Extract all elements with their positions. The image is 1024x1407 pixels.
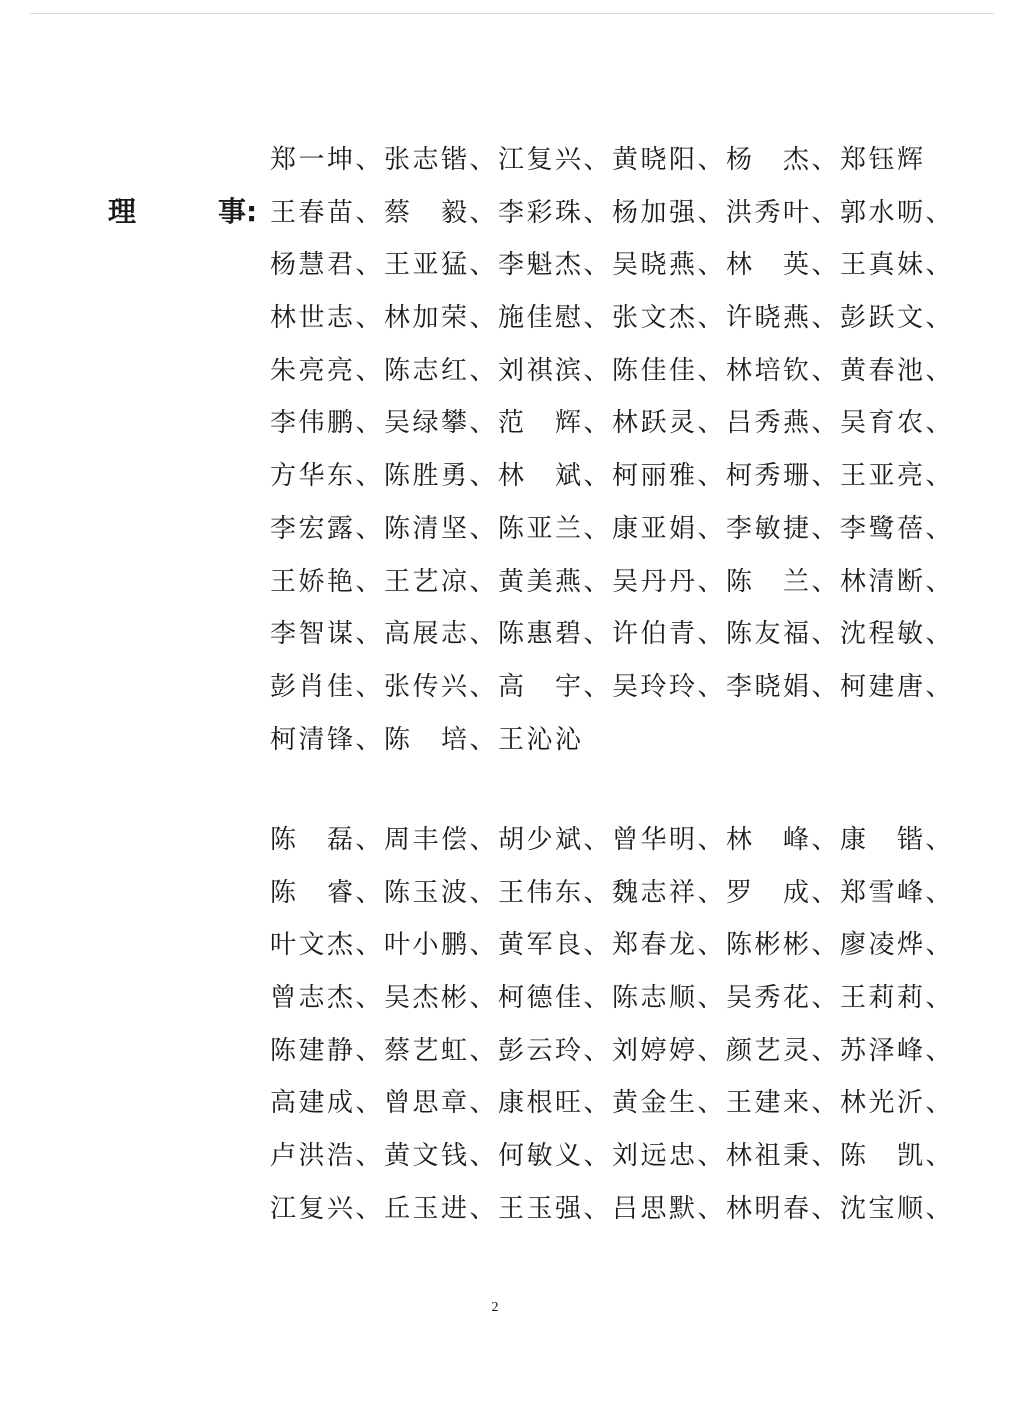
role-label-council-members: [108, 190, 268, 234]
name-line: 高建成、曾思章、康根旺、黄金生、王建来、林光沂、: [270, 1088, 955, 1119]
name-line: 李智谋、高展志、陈惠碧、许伯青、陈友福、沈程敏、: [270, 619, 955, 650]
name-line: 王娇艳、王艺凉、黄美燕、吴丹丹、陈 兰、林清断、: [270, 566, 955, 597]
name-line: 陈 睿、陈玉波、王伟东、魏志祥、罗 成、郑雪峰、: [270, 877, 955, 908]
name-line: 方华东、陈胜勇、林 斌、柯丽雅、柯秀珊、王亚亮、: [270, 461, 955, 492]
name-line: 郑一坤、张志锴、江复兴、黄晓阳、杨 杰、郑钰辉: [270, 145, 926, 175]
role-label-char-1: 理: [108, 195, 137, 228]
name-line: 江复兴、丘玉进、王玉强、吕思默、林明春、沈宝顺、: [270, 1193, 955, 1224]
council-members-list: [270, 136, 955, 768]
name-line: 王春苗、蔡 毅、李彩珠、杨加强、洪秀叶、郭水呖、: [270, 197, 955, 228]
top-rule: [30, 13, 994, 14]
name-line: 朱亮亮、陈志红、刘祺滨、陈佳佳、林培钦、黄春池、: [270, 355, 955, 386]
name-line: 李伟鹏、吴绿攀、范 辉、林跃灵、吕秀燕、吴育农、: [270, 408, 955, 439]
role-label-char-2: 事:: [218, 195, 258, 228]
name-line: 陈 磊、周丰偿、胡少斌、曾华明、林 峰、康 锴、: [270, 825, 955, 855]
name-line: 彭肖佳、张传兴、高 宇、吴玲玲、李晓娟、柯建唐、: [270, 671, 955, 702]
name-line: 林世志、林加荣、施佳慰、张文杰、许晓燕、彭跃文、: [270, 303, 955, 334]
name-line: 李宏露、陈清坚、陈亚兰、康亚娟、李敏捷、李鹭蓓、: [270, 513, 955, 544]
name-line: 卢洪浩、黄文钱、何敏义、刘远忠、林祖秉、陈 凯、: [270, 1141, 955, 1172]
second-names-list: [270, 816, 955, 1238]
name-line: 陈建静、蔡艺虹、彭云玲、刘婷婷、颜艺灵、苏泽峰、: [270, 1035, 955, 1066]
name-line: 叶文杰、叶小鹏、黄军良、郑春龙、陈彬彬、廖凌烨、: [270, 930, 955, 961]
name-line: 曾志杰、吴杰彬、柯德佳、陈志顺、吴秀花、王莉莉、: [270, 983, 955, 1014]
name-line: 杨慧君、王亚猛、李魁杰、吴晓燕、林 英、王真妹、: [270, 250, 955, 281]
name-line: 柯清锋、陈 培、王沁沁: [270, 724, 584, 755]
page-number: 2: [491, 1300, 499, 1315]
